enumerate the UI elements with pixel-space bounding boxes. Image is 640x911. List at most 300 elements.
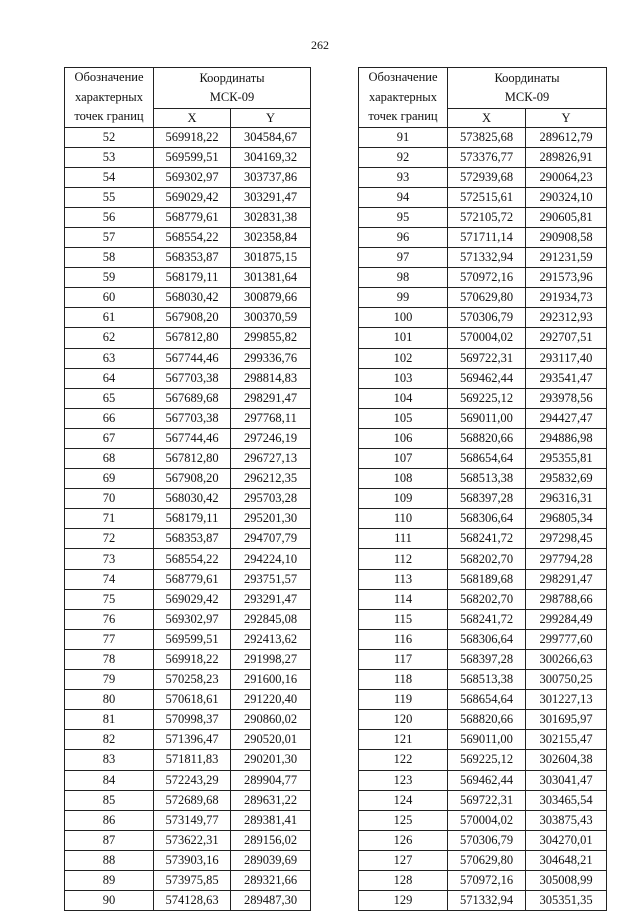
point-number: 80 bbox=[65, 690, 154, 710]
x-coordinate: 570629,80 bbox=[448, 288, 526, 308]
x-coordinate: 570258,23 bbox=[154, 670, 231, 690]
point-number: 116 bbox=[359, 629, 448, 649]
table-row bbox=[65, 670, 311, 690]
header-x: X bbox=[154, 109, 231, 127]
y-coordinate: 295703,28 bbox=[231, 489, 311, 509]
point-number: 91 bbox=[359, 127, 448, 147]
point-number: 113 bbox=[359, 569, 448, 589]
point-number: 103 bbox=[359, 368, 448, 388]
y-coordinate: 303465,54 bbox=[526, 790, 607, 810]
x-coordinate: 573622,31 bbox=[154, 830, 231, 850]
table-row bbox=[65, 388, 311, 408]
point-number: 92 bbox=[359, 147, 448, 167]
x-coordinate: 568241,72 bbox=[448, 529, 526, 549]
table-row bbox=[65, 127, 311, 147]
y-coordinate: 293978,56 bbox=[526, 388, 607, 408]
table-row bbox=[65, 167, 311, 187]
table-row bbox=[65, 569, 311, 589]
point-number: 89 bbox=[65, 870, 154, 890]
y-coordinate: 300750,25 bbox=[526, 670, 607, 690]
header-y: Y bbox=[526, 109, 607, 127]
page-number: 262 bbox=[311, 38, 329, 52]
y-coordinate: 290605,81 bbox=[526, 207, 607, 227]
table-row bbox=[65, 649, 311, 669]
header-coordinates bbox=[154, 68, 311, 109]
x-coordinate: 567812,80 bbox=[154, 449, 231, 469]
x-coordinate: 569029,42 bbox=[154, 187, 231, 207]
table-row bbox=[359, 147, 607, 167]
header-label-line: Обозначение bbox=[368, 70, 438, 84]
y-coordinate: 290324,10 bbox=[526, 187, 607, 207]
table-row bbox=[65, 790, 311, 810]
x-coordinate: 571396,47 bbox=[154, 730, 231, 750]
x-coordinate: 568353,87 bbox=[154, 529, 231, 549]
x-coordinate: 573149,77 bbox=[154, 810, 231, 830]
x-coordinate: 569302,97 bbox=[154, 609, 231, 629]
y-coordinate: 291934,73 bbox=[526, 288, 607, 308]
point-number: 87 bbox=[65, 830, 154, 850]
header-coord-line: МСК-09 bbox=[504, 90, 550, 105]
point-number: 81 bbox=[65, 710, 154, 730]
point-number: 117 bbox=[359, 649, 448, 669]
table-row bbox=[65, 549, 311, 569]
point-number: 100 bbox=[359, 308, 448, 328]
y-coordinate: 293751,57 bbox=[231, 569, 311, 589]
table-row bbox=[359, 891, 607, 911]
point-number: 53 bbox=[65, 147, 154, 167]
point-number: 56 bbox=[65, 207, 154, 227]
table-row bbox=[65, 328, 311, 348]
point-number: 94 bbox=[359, 187, 448, 207]
header-coord-line: Координаты bbox=[199, 71, 265, 86]
point-number: 69 bbox=[65, 469, 154, 489]
point-number: 84 bbox=[65, 770, 154, 790]
x-coordinate: 569462,44 bbox=[448, 368, 526, 388]
point-number: 86 bbox=[65, 810, 154, 830]
point-number: 114 bbox=[359, 589, 448, 609]
x-coordinate: 570004,02 bbox=[448, 328, 526, 348]
table-row bbox=[359, 227, 607, 247]
x-coordinate: 573903,16 bbox=[154, 850, 231, 870]
point-number: 122 bbox=[359, 750, 448, 770]
table-body-left bbox=[65, 127, 311, 911]
header-label-line: точек границ bbox=[74, 109, 144, 123]
x-coordinate: 569011,00 bbox=[448, 730, 526, 750]
x-coordinate: 569918,22 bbox=[154, 127, 231, 147]
table-row bbox=[65, 449, 311, 469]
point-number: 102 bbox=[359, 348, 448, 368]
header-y: Y bbox=[231, 109, 311, 127]
table-row bbox=[359, 469, 607, 489]
y-coordinate: 304270,01 bbox=[526, 830, 607, 850]
y-coordinate: 291220,40 bbox=[231, 690, 311, 710]
y-coordinate: 304169,32 bbox=[231, 147, 311, 167]
x-coordinate: 567703,38 bbox=[154, 368, 231, 388]
table-row bbox=[359, 569, 607, 589]
y-coordinate: 294224,10 bbox=[231, 549, 311, 569]
y-coordinate: 303875,43 bbox=[526, 810, 607, 830]
table-row bbox=[359, 489, 607, 509]
header-label-line: характерных bbox=[75, 89, 143, 104]
y-coordinate: 291998,27 bbox=[231, 649, 311, 669]
point-number: 82 bbox=[65, 730, 154, 750]
y-coordinate: 300266,63 bbox=[526, 649, 607, 669]
table-row bbox=[65, 368, 311, 388]
x-coordinate: 568189,68 bbox=[448, 569, 526, 589]
table-row bbox=[359, 268, 607, 288]
table-row bbox=[359, 830, 607, 850]
y-coordinate: 291573,96 bbox=[526, 268, 607, 288]
y-coordinate: 298291,47 bbox=[231, 388, 311, 408]
x-coordinate: 568779,61 bbox=[154, 207, 231, 227]
table-row bbox=[359, 810, 607, 830]
table-row bbox=[65, 750, 311, 770]
x-coordinate: 570004,02 bbox=[448, 810, 526, 830]
point-number: 74 bbox=[65, 569, 154, 589]
point-number: 106 bbox=[359, 428, 448, 448]
point-number: 104 bbox=[359, 388, 448, 408]
y-coordinate: 293541,47 bbox=[526, 368, 607, 388]
table-row bbox=[359, 187, 607, 207]
header-point-label bbox=[65, 68, 154, 128]
table-row bbox=[65, 850, 311, 870]
point-number: 109 bbox=[359, 489, 448, 509]
point-number: 127 bbox=[359, 850, 448, 870]
point-number: 73 bbox=[65, 549, 154, 569]
table-row bbox=[359, 609, 607, 629]
point-number: 120 bbox=[359, 710, 448, 730]
y-coordinate: 304584,67 bbox=[231, 127, 311, 147]
table-row bbox=[359, 850, 607, 870]
point-number: 96 bbox=[359, 227, 448, 247]
point-number: 101 bbox=[359, 328, 448, 348]
table-row bbox=[65, 469, 311, 489]
y-coordinate: 292413,62 bbox=[231, 629, 311, 649]
table-row bbox=[359, 750, 607, 770]
point-number: 108 bbox=[359, 469, 448, 489]
y-coordinate: 291600,16 bbox=[231, 670, 311, 690]
y-coordinate: 305351,35 bbox=[526, 891, 607, 911]
x-coordinate: 569599,51 bbox=[154, 147, 231, 167]
point-number: 61 bbox=[65, 308, 154, 328]
y-coordinate: 302358,84 bbox=[231, 227, 311, 247]
x-coordinate: 572243,29 bbox=[154, 770, 231, 790]
y-coordinate: 296316,31 bbox=[526, 489, 607, 509]
x-coordinate: 568820,66 bbox=[448, 428, 526, 448]
point-number: 76 bbox=[65, 609, 154, 629]
point-number: 119 bbox=[359, 690, 448, 710]
x-coordinate: 569011,00 bbox=[448, 408, 526, 428]
y-coordinate: 290201,30 bbox=[231, 750, 311, 770]
y-coordinate: 299336,76 bbox=[231, 348, 311, 368]
point-number: 63 bbox=[65, 348, 154, 368]
y-coordinate: 290520,01 bbox=[231, 730, 311, 750]
point-number: 99 bbox=[359, 288, 448, 308]
point-number: 62 bbox=[65, 328, 154, 348]
point-number: 124 bbox=[359, 790, 448, 810]
y-coordinate: 295201,30 bbox=[231, 509, 311, 529]
y-coordinate: 289039,69 bbox=[231, 850, 311, 870]
y-coordinate: 303737,86 bbox=[231, 167, 311, 187]
x-coordinate: 567703,38 bbox=[154, 408, 231, 428]
point-number: 93 bbox=[359, 167, 448, 187]
y-coordinate: 299284,49 bbox=[526, 609, 607, 629]
x-coordinate: 568654,64 bbox=[448, 449, 526, 469]
point-number: 77 bbox=[65, 629, 154, 649]
point-number: 85 bbox=[65, 790, 154, 810]
x-coordinate: 568179,11 bbox=[154, 509, 231, 529]
x-coordinate: 569225,12 bbox=[448, 750, 526, 770]
point-number: 64 bbox=[65, 368, 154, 388]
table-row bbox=[359, 770, 607, 790]
y-coordinate: 293291,47 bbox=[231, 589, 311, 609]
y-coordinate: 298814,83 bbox=[231, 368, 311, 388]
table-row bbox=[65, 609, 311, 629]
y-coordinate: 301875,15 bbox=[231, 248, 311, 268]
point-number: 129 bbox=[359, 891, 448, 911]
y-coordinate: 301227,13 bbox=[526, 690, 607, 710]
table-row bbox=[65, 891, 311, 911]
table-row bbox=[359, 207, 607, 227]
point-number: 65 bbox=[65, 388, 154, 408]
x-coordinate: 568353,87 bbox=[154, 248, 231, 268]
point-number: 112 bbox=[359, 549, 448, 569]
table-row bbox=[359, 649, 607, 669]
table-row bbox=[65, 308, 311, 328]
y-coordinate: 300370,59 bbox=[231, 308, 311, 328]
y-coordinate: 294707,79 bbox=[231, 529, 311, 549]
x-coordinate: 572689,68 bbox=[154, 790, 231, 810]
x-coordinate: 571332,94 bbox=[448, 248, 526, 268]
y-coordinate: 297768,11 bbox=[231, 408, 311, 428]
y-coordinate: 298291,47 bbox=[526, 569, 607, 589]
table-row bbox=[65, 690, 311, 710]
y-coordinate: 300879,66 bbox=[231, 288, 311, 308]
x-coordinate: 570998,37 bbox=[154, 710, 231, 730]
table-row bbox=[359, 248, 607, 268]
y-coordinate: 289904,77 bbox=[231, 770, 311, 790]
table-row bbox=[359, 790, 607, 810]
x-coordinate: 569225,12 bbox=[448, 388, 526, 408]
x-coordinate: 570306,79 bbox=[448, 830, 526, 850]
y-coordinate: 294427,47 bbox=[526, 408, 607, 428]
x-coordinate: 570629,80 bbox=[448, 850, 526, 870]
header-coordinates bbox=[448, 68, 607, 109]
coordinates-table-left bbox=[64, 67, 311, 911]
table-row bbox=[359, 388, 607, 408]
point-number: 68 bbox=[65, 449, 154, 469]
table-row bbox=[359, 870, 607, 890]
table-row bbox=[65, 730, 311, 750]
header-label-line: характерных bbox=[369, 89, 437, 104]
y-coordinate: 297246,19 bbox=[231, 428, 311, 448]
x-coordinate: 568030,42 bbox=[154, 489, 231, 509]
point-number: 105 bbox=[359, 408, 448, 428]
x-coordinate: 571711,14 bbox=[448, 227, 526, 247]
x-coordinate: 568241,72 bbox=[448, 609, 526, 629]
y-coordinate: 290908,58 bbox=[526, 227, 607, 247]
table-row bbox=[359, 449, 607, 469]
point-number: 72 bbox=[65, 529, 154, 549]
y-coordinate: 303041,47 bbox=[526, 770, 607, 790]
y-coordinate: 301381,64 bbox=[231, 268, 311, 288]
y-coordinate: 292312,93 bbox=[526, 308, 607, 328]
point-number: 115 bbox=[359, 609, 448, 629]
point-number: 66 bbox=[65, 408, 154, 428]
y-coordinate: 292707,51 bbox=[526, 328, 607, 348]
table-row bbox=[65, 408, 311, 428]
table-row bbox=[65, 710, 311, 730]
table-row bbox=[359, 428, 607, 448]
y-coordinate: 295355,81 bbox=[526, 449, 607, 469]
table-row bbox=[359, 368, 607, 388]
x-coordinate: 572939,68 bbox=[448, 167, 526, 187]
point-number: 97 bbox=[359, 248, 448, 268]
point-number: 79 bbox=[65, 670, 154, 690]
x-coordinate: 569029,42 bbox=[154, 589, 231, 609]
coordinates-table-right bbox=[358, 67, 607, 911]
y-coordinate: 302155,47 bbox=[526, 730, 607, 750]
x-coordinate: 572105,72 bbox=[448, 207, 526, 227]
y-coordinate: 296727,13 bbox=[231, 449, 311, 469]
x-coordinate: 569302,97 bbox=[154, 167, 231, 187]
table-body-right bbox=[359, 127, 607, 911]
x-coordinate: 567908,20 bbox=[154, 308, 231, 328]
point-number: 98 bbox=[359, 268, 448, 288]
y-coordinate: 289381,41 bbox=[231, 810, 311, 830]
x-coordinate: 568202,70 bbox=[448, 549, 526, 569]
table-row bbox=[65, 207, 311, 227]
table-row bbox=[65, 248, 311, 268]
x-coordinate: 573376,77 bbox=[448, 147, 526, 167]
point-number: 123 bbox=[359, 770, 448, 790]
y-coordinate: 301695,97 bbox=[526, 710, 607, 730]
header-label-line: точек границ bbox=[368, 109, 438, 123]
point-number: 67 bbox=[65, 428, 154, 448]
point-number: 59 bbox=[65, 268, 154, 288]
y-coordinate: 302604,38 bbox=[526, 750, 607, 770]
point-number: 83 bbox=[65, 750, 154, 770]
table-row bbox=[65, 629, 311, 649]
table-row bbox=[359, 529, 607, 549]
x-coordinate: 567812,80 bbox=[154, 328, 231, 348]
point-number: 57 bbox=[65, 227, 154, 247]
x-coordinate: 568513,38 bbox=[448, 469, 526, 489]
y-coordinate: 294886,98 bbox=[526, 428, 607, 448]
y-coordinate: 293117,40 bbox=[526, 348, 607, 368]
y-coordinate: 299855,82 bbox=[231, 328, 311, 348]
y-coordinate: 297298,45 bbox=[526, 529, 607, 549]
y-coordinate: 299777,60 bbox=[526, 629, 607, 649]
table-row bbox=[359, 348, 607, 368]
table-row bbox=[65, 770, 311, 790]
point-number: 121 bbox=[359, 730, 448, 750]
header-label-line: Обозначение bbox=[74, 70, 144, 84]
point-number: 126 bbox=[359, 830, 448, 850]
table-row bbox=[359, 549, 607, 569]
table-row bbox=[65, 810, 311, 830]
x-coordinate: 568554,22 bbox=[154, 227, 231, 247]
table-row bbox=[359, 408, 607, 428]
point-number: 128 bbox=[359, 870, 448, 890]
y-coordinate: 292845,08 bbox=[231, 609, 311, 629]
point-number: 54 bbox=[65, 167, 154, 187]
y-coordinate: 296805,34 bbox=[526, 509, 607, 529]
table-row bbox=[359, 690, 607, 710]
table-row bbox=[65, 428, 311, 448]
point-number: 78 bbox=[65, 649, 154, 669]
y-coordinate: 289631,22 bbox=[231, 790, 311, 810]
point-number: 107 bbox=[359, 449, 448, 469]
table-row bbox=[65, 227, 311, 247]
table-row bbox=[65, 589, 311, 609]
table-row bbox=[65, 529, 311, 549]
x-coordinate: 571811,83 bbox=[154, 750, 231, 770]
table-row bbox=[359, 167, 607, 187]
x-coordinate: 568030,42 bbox=[154, 288, 231, 308]
header-point-label bbox=[359, 68, 448, 128]
table-row bbox=[65, 489, 311, 509]
x-coordinate: 570618,61 bbox=[154, 690, 231, 710]
header-x: X bbox=[448, 109, 526, 127]
table-row bbox=[65, 147, 311, 167]
table-row bbox=[359, 589, 607, 609]
point-number: 88 bbox=[65, 850, 154, 870]
x-coordinate: 568306,64 bbox=[448, 629, 526, 649]
y-coordinate: 291231,59 bbox=[526, 248, 607, 268]
table-row bbox=[359, 730, 607, 750]
point-number: 70 bbox=[65, 489, 154, 509]
table-row bbox=[65, 509, 311, 529]
point-number: 60 bbox=[65, 288, 154, 308]
table-row bbox=[359, 127, 607, 147]
table-row bbox=[65, 870, 311, 890]
x-coordinate: 568397,28 bbox=[448, 649, 526, 669]
y-coordinate: 303291,47 bbox=[231, 187, 311, 207]
x-coordinate: 573975,85 bbox=[154, 870, 231, 890]
x-coordinate: 569462,44 bbox=[448, 770, 526, 790]
table-row bbox=[359, 308, 607, 328]
x-coordinate: 567744,46 bbox=[154, 428, 231, 448]
x-coordinate: 568820,66 bbox=[448, 710, 526, 730]
y-coordinate: 302831,38 bbox=[231, 207, 311, 227]
table-row bbox=[359, 629, 607, 649]
x-coordinate: 573825,68 bbox=[448, 127, 526, 147]
table-row bbox=[65, 187, 311, 207]
y-coordinate: 296212,35 bbox=[231, 469, 311, 489]
x-coordinate: 568202,70 bbox=[448, 589, 526, 609]
table-row bbox=[65, 348, 311, 368]
point-number: 110 bbox=[359, 509, 448, 529]
table-row bbox=[359, 509, 607, 529]
table-row bbox=[359, 710, 607, 730]
table-row bbox=[65, 268, 311, 288]
y-coordinate: 289321,66 bbox=[231, 870, 311, 890]
point-number: 90 bbox=[65, 891, 154, 911]
x-coordinate: 570306,79 bbox=[448, 308, 526, 328]
point-number: 55 bbox=[65, 187, 154, 207]
y-coordinate: 289156,02 bbox=[231, 830, 311, 850]
y-coordinate: 305008,99 bbox=[526, 870, 607, 890]
point-number: 75 bbox=[65, 589, 154, 609]
x-coordinate: 568306,64 bbox=[448, 509, 526, 529]
x-coordinate: 567908,20 bbox=[154, 469, 231, 489]
point-number: 95 bbox=[359, 207, 448, 227]
point-number: 125 bbox=[359, 810, 448, 830]
x-coordinate: 568179,11 bbox=[154, 268, 231, 288]
table-row bbox=[65, 830, 311, 850]
y-coordinate: 289826,91 bbox=[526, 147, 607, 167]
